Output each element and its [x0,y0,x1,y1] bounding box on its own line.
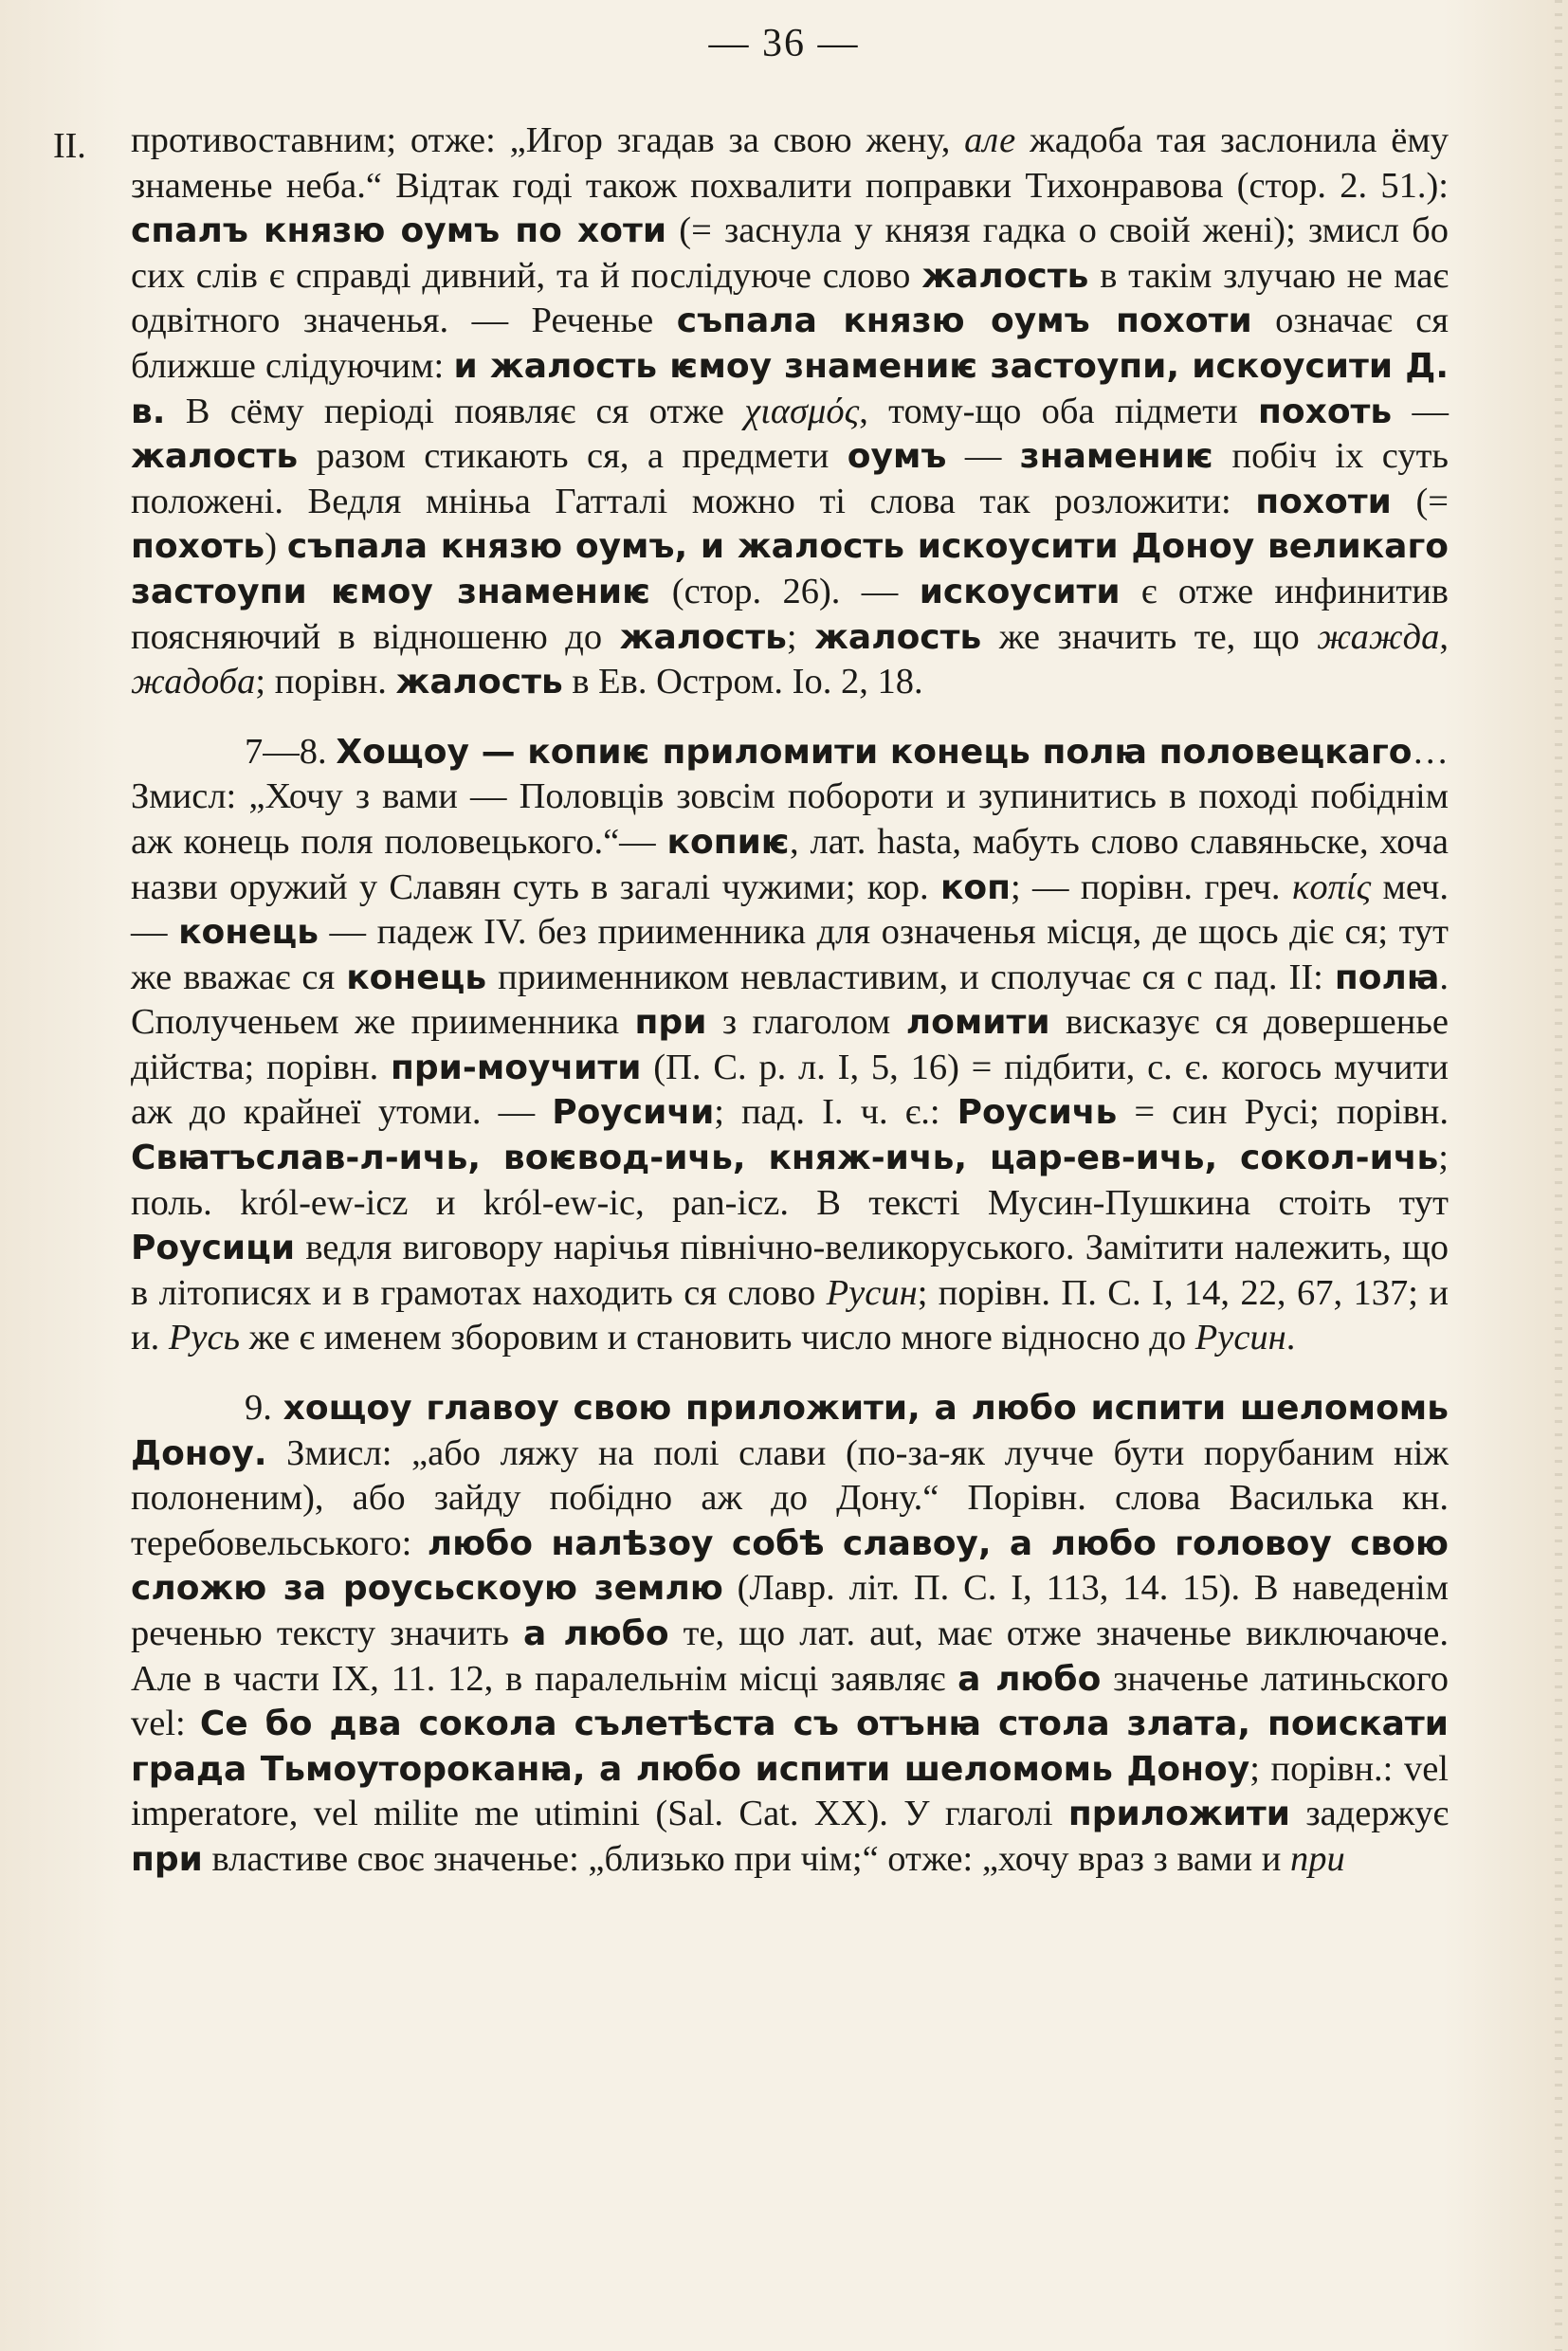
old-slavonic-quote: любо налѣзоу собѣ славоу, а любо головоу свою сложю за роусьскоую землю [131,1523,1449,1609]
page-edge [1555,0,1562,2351]
old-slavonic-quote: Роусичь [957,1093,1118,1133]
margin-label: II. [53,126,86,166]
text-run: ) [264,526,287,567]
old-slavonic-quote: спалъ князю оумъ по хоти [131,211,667,251]
italic-term: при [1289,1838,1345,1879]
italic-term: χιασμός [744,391,860,431]
text-run: значенье латиньского vel: [131,1658,1449,1744]
old-slavonic-quote: съпала князю оумъ, и жалость искоусити Доноу великаго застоупи ѥмоу знамениѥ [131,527,1449,611]
text-run: В сёму періоді появляє ся отже [165,391,745,431]
italic-term: Русин [1194,1318,1286,1358]
text-run: висказує ся довершенье дійства; порівн. [131,1002,1449,1087]
old-slavonic-quote: Роусици [131,1229,296,1268]
text-run: — [946,436,1020,477]
old-slavonic-quote: Свꙗтъслав-л-ичь, воѥвод-ичь, княж-ичь, цар-ев-ичь, сокол-ичь [131,1139,1439,1178]
text-run: (= [1391,481,1449,521]
text-run: в такім злучаю не має одвітного значенья. — Реченье [131,255,1449,341]
paragraph-commentary-6 [131,118,1449,705]
text-run: в Ев. Остром. Іо. 2, 18. [562,662,923,702]
italic-term: але [964,120,1016,160]
old-slavonic-quote: при-моучити [391,1048,642,1087]
text-run: . Сполученьем же приименника [131,957,1449,1043]
old-slavonic-quote: Хощоу — копиѥ приломити конець полꙗ половецкаго [336,732,1413,772]
paragraph-commentary-9 [131,1386,1449,1883]
body-text [131,118,1449,1883]
old-slavonic-quote: знамениѥ [1019,437,1214,477]
text-run: побіч іх суть положені. Ведля мніньа Гатталі можно ті слова так розложити: [131,436,1449,521]
text-run: противоставним; отже: „Игор згадав за свою жену, [131,120,965,160]
old-slavonic-quote: Се бо два сокола сълетѣста съ отънꙗ стола злата, поискати града Тьмоутороканꙗ, а любо испити шеломомь Доноу [131,1704,1449,1789]
text-run: меч. — [131,866,1449,953]
text-run: ; порівн. [255,662,396,702]
text-run: задержує [1290,1794,1449,1834]
text-run: властиве своє значенье: „близько при чім;“ отже: „хочу враз з вами и [202,1838,1290,1879]
old-slavonic-quote: жалость [814,617,982,657]
text-run: (стор. 26). — [650,571,920,611]
text-run: (= заснула у князя гадка о своій жені); змисл бо сих слів є справді дивний, та й послідуюче слово [131,210,1449,296]
paragraph-commentary-7-8 [131,730,1449,1361]
italic-term: жажда [1317,616,1440,657]
old-slavonic-quote: коп [939,867,1012,907]
text-run: = син Русі; порівн. [1117,1092,1449,1133]
text-run: (П. С. р. л. І, 5, 16) = підбити, с. є. когось мучити аж до крайнеї утоми. — [131,1047,1449,1133]
old-slavonic-quote: жалость [921,256,1089,296]
old-slavonic-quote: хощоу главоу свою приложити, а любо испити шеломомь Доноу. [131,1389,1449,1473]
text-run: — [1392,391,1449,431]
text-run: же значить те, що [981,616,1318,657]
text-run: … Змисл: „Хочу з вами — Половців зовсім побороти и зупинитись в поході побіднім аж конець поля половецького.“— [131,731,1449,862]
old-slavonic-quote: копиѥ [666,822,791,862]
old-slavonic-quote: конець [346,957,487,997]
text-run: ; пад. І. ч. є.: [714,1092,957,1133]
text-run: же є именем зборовим и становить число многе відносно до [240,1318,1195,1358]
text-run: . [1285,1318,1296,1358]
text-run: те, що лат. aut, має отже значенье виключаюче. Але в части IX, 11. 12, в паралельнім місці заявляє [131,1613,1449,1699]
old-slavonic-quote: похоть [131,527,265,567]
text-run: ; поль. król-ew-icz и król-ew-ic, pan-icz. В тексті Мусин-Пушкина стоіть тут [131,1138,1449,1223]
text-run: приименником невластивим, и сполучає ся с пад. II: [486,957,1335,997]
text-run: Змисл: „або ляжу на полі слави (по-за-як лучче бути порубаним ніж полоненим), або зайду побідно аж до Дону.“ Порівн. слова Василька кн. теребовельського: [131,1432,1449,1563]
text-run: означає ся ближше слідуючим: [131,301,1449,386]
old-slavonic-quote: жалость [619,617,787,657]
old-slavonic-quote: при [634,1003,707,1043]
text-run: з глаголом [706,1002,906,1043]
old-slavonic-quote: полꙗ [1334,957,1440,997]
old-slavonic-quote: ломити [905,1003,1050,1043]
text-run: ведля виговору нарічья північно-великоруського. Замітити належить, що в літописях и в грамотах находить ся слово [131,1228,1449,1313]
italic-term: Русь [168,1318,241,1358]
old-slavonic-quote: приложити [1067,1795,1291,1834]
text-run: ; порівн. П. С. І, 14, 22, 67, 137; и и. [131,1272,1449,1358]
text-run: , лат. hasta, мабуть слово славяньске, хоча назви оружий у Славян суть в загалі чужими; кор. [131,821,1449,907]
text-run: 9. [245,1388,283,1429]
old-slavonic-quote: а любо [957,1659,1102,1699]
old-slavonic-quote: при [131,1839,203,1879]
text-run: ; — порівн. греч. [1011,866,1292,907]
old-slavonic-quote: жалость [395,663,563,702]
page-number: — 36 — [708,22,860,65]
italic-term: Русин [826,1272,918,1313]
italic-term: κοπίς [1291,866,1372,907]
old-slavonic-quote: оумъ [847,437,947,477]
italic-term: жадоба [131,662,256,702]
old-slavonic-quote: похоть [1258,392,1393,431]
old-slavonic-quote: искоусити [919,572,1121,611]
text-run: жадоба тая заслонила ёму знаменье неба.“ Відтак годі також похвалити поправки Тихонравова (стор. 2. 51.): [131,120,1449,206]
text-run: ; [786,616,815,657]
old-slavonic-quote: конець [178,913,319,953]
text-run: 7—8. [245,731,337,772]
text-run: ; порівн.: vel imperatore, vel milite me utimini (Sal. Cat. XX). У глаголі [131,1748,1449,1834]
text-run: разом стикають ся, а предмети [298,436,848,477]
old-slavonic-quote: и жалость ѥмоу знамениѥ застоупи, искоусити Д. в. [131,346,1449,431]
text-run: є отже инфинитив поясняючий в відношеню до [131,571,1449,657]
old-slavonic-quote: похоти [1255,482,1392,521]
text-run: (Лавр. літ. П. С. І, 113, 14. 15). В наведенім реченью тексту значить [131,1568,1449,1653]
text-run: — падеж IV. без приименника для означенья місця, де щось діє ся; тут же вважає ся [131,912,1449,997]
old-slavonic-quote: Роусичи [552,1093,715,1133]
text-run: , [1439,616,1449,657]
old-slavonic-quote: а любо [523,1614,669,1653]
old-slavonic-quote: жалость [131,437,299,477]
old-slavonic-quote: съпала князю оумъ похоти [676,301,1252,341]
text-run: , тому-що оба підмети [859,391,1258,431]
